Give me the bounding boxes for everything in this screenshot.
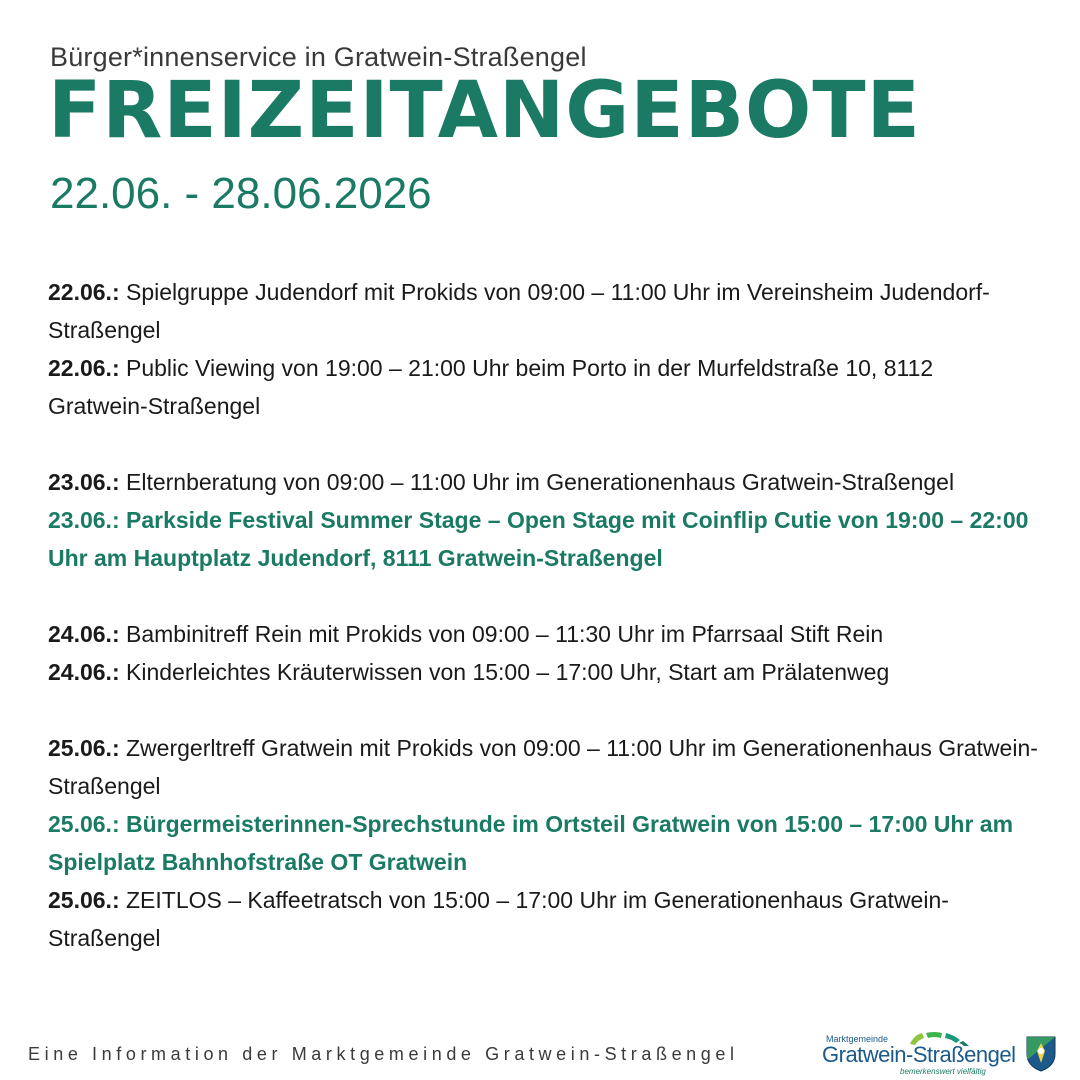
event-item [48,881,1038,957]
event-text: Spielgruppe Judendorf mit Prokids von 09:00 – 11:00 Uhr im Vereinsheim Judendorf-Straßengel [48,279,990,343]
date-range: 22.06. - 28.06.2026 [50,169,432,218]
event-text: Bürgermeisterinnen-Sprechstunde im Ortsteil Gratwein von 15:00 – 17:00 Uhr am Spielplatz Bahnhofstraße OT Gratwein [48,811,1014,875]
page-title: FREIZEITANGEBOTE [48,66,921,156]
event-text: Elternberatung von 09:00 – 11:00 Uhr im Generationenhaus Gratwein-Straßengel [119,469,955,495]
event-list [48,273,1038,995]
event-item [48,463,1038,501]
logo-name: Gratwein-Straßengel [822,1042,1016,1067]
event-date: 22.06.: [48,355,120,381]
event-text: Zwergerltreff Gratwein mit Prokids von 09:00 – 11:00 Uhr im Generationenhaus Gratwein-Straßengel [48,735,1038,799]
event-item [48,273,1038,349]
event-date: 23.06.: [48,507,120,533]
logo-tagline: bemerkenswert vielfältig [900,1067,986,1076]
event-date: 25.06.: [48,887,120,913]
event-text: ZEITLOS – Kaffeetratsch von 15:00 – 17:00 Uhr im Generationenhaus Gratwein-Straßengel [48,887,949,951]
event-date: 24.06.: [48,621,120,647]
logo-small-text: Marktgemeinde [826,1034,889,1044]
event-date: 23.06.: [48,469,120,495]
event-item-highlighted [48,805,1038,881]
event-item [48,729,1038,805]
event-text: Public Viewing von 19:00 – 21:00 Uhr beim Porto in der Murfeldstraße 10, 8112 Gratwein-Straßengel [48,355,934,419]
event-text: Parkside Festival Summer Stage – Open Stage mit Coinflip Cutie von 19:00 – 22:00 Uhr am Hauptplatz Judendorf, 8111 Gratwein-Straßengel [48,507,1029,571]
event-group [48,615,1038,691]
event-text: Kinderleichtes Kräuterwissen von 15:00 – 17:00 Uhr, Start am Prälatenweg [119,659,890,685]
event-text: Bambinitreff Rein mit Prokids von 09:00 – 11:30 Uhr im Pfarrsaal Stift Rein [119,621,884,647]
event-item [48,349,1038,425]
event-group [48,273,1038,425]
event-date: 22.06.: [48,279,120,305]
subtitle: Bürger*innenservice in Gratwein-Straßengel [50,42,587,72]
event-group [48,729,1038,957]
event-group [48,463,1038,577]
event-date: 25.06.: [48,811,120,837]
event-item [48,615,1038,653]
event-item-highlighted [48,501,1038,577]
event-date: 25.06.: [48,735,120,761]
coat-of-arms-icon [1026,1036,1056,1072]
footer-text: Eine Information der Marktgemeinde Gratwein-Straßengel [28,1044,739,1064]
municipality-logo [818,1030,1023,1076]
event-date: 24.06.: [48,659,120,685]
event-item [48,653,1038,691]
